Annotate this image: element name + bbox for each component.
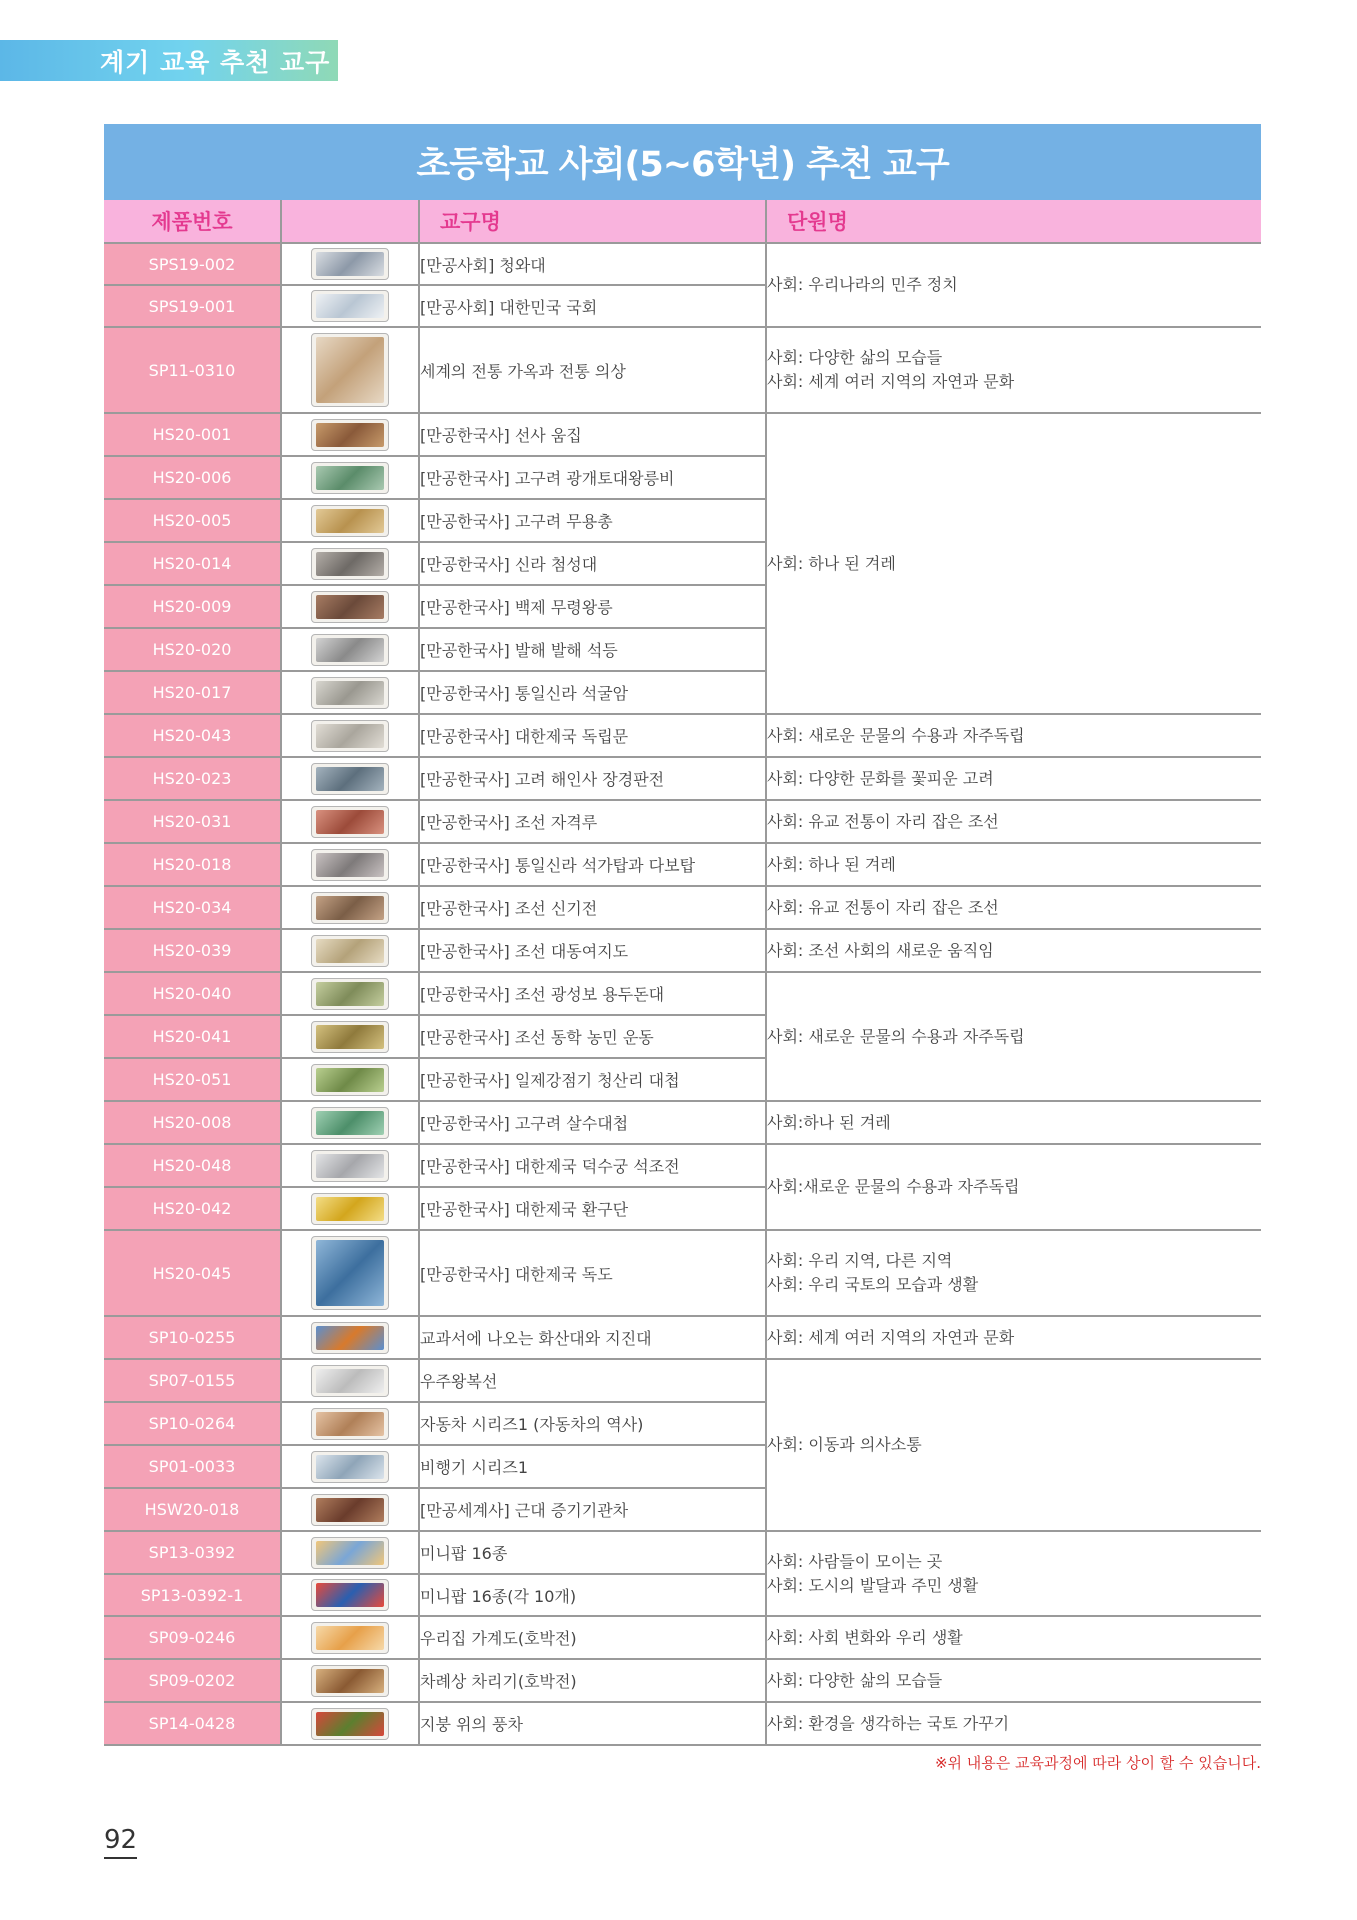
product-image <box>311 677 389 709</box>
product-image-fill <box>316 294 384 318</box>
product-name: 자동차 시리즈1 (자동차의 역사) <box>419 1402 766 1445</box>
product-image <box>311 849 389 881</box>
product-image <box>311 806 389 838</box>
product-image <box>311 1193 389 1225</box>
section-tab <box>0 40 338 81</box>
product-thumbnail-cell <box>281 1488 419 1531</box>
product-thumbnail-cell <box>281 757 419 800</box>
product-name: [만공한국사] 고구려 광개토대왕릉비 <box>419 456 766 499</box>
product-name: [만공한국사] 통일신라 석굴암 <box>419 671 766 714</box>
product-image-fill <box>316 1197 384 1221</box>
product-name: [만공한국사] 고려 해인사 장경판전 <box>419 757 766 800</box>
unit-line: 사회: 다양한 문화를 꽃피운 고려 <box>767 768 994 788</box>
product-image <box>311 505 389 537</box>
product-table <box>104 200 1261 1746</box>
table-row <box>104 243 1261 285</box>
product-image <box>311 1451 389 1483</box>
product-thumbnail-cell <box>281 800 419 843</box>
product-image <box>311 1665 389 1697</box>
product-thumbnail-cell <box>281 1445 419 1488</box>
product-name: [만공한국사] 신라 첨성대 <box>419 542 766 585</box>
unit-line: 사회: 다양한 삶의 모습들 <box>767 1670 943 1690</box>
product-code: HS20-041 <box>104 1015 281 1058</box>
product-code: SP13-0392-1 <box>104 1574 281 1616</box>
unit-cell <box>766 413 1261 714</box>
product-code: SPS19-002 <box>104 243 281 285</box>
table-row <box>104 1616 1261 1659</box>
product-image <box>311 720 389 752</box>
product-code: HS20-034 <box>104 886 281 929</box>
product-thumbnail-cell <box>281 542 419 585</box>
product-thumbnail-cell <box>281 1659 419 1702</box>
table-row <box>104 929 1261 972</box>
product-thumbnail-cell <box>281 413 419 456</box>
product-code: HS20-006 <box>104 456 281 499</box>
product-thumbnail-cell <box>281 1144 419 1187</box>
product-name: [만공사회] 청와대 <box>419 243 766 285</box>
product-code: HS20-020 <box>104 628 281 671</box>
product-name: 우리집 가계도(호박전) <box>419 1616 766 1659</box>
product-thumbnail-cell <box>281 628 419 671</box>
table-row <box>104 1531 1261 1574</box>
unit-cell <box>766 1702 1261 1745</box>
section-tab-label: 계기 교육 추천 교구 <box>100 47 331 77</box>
table-row <box>104 886 1261 929</box>
unit-line: 사회: 다양한 삶의 모습들 <box>767 348 943 367</box>
product-name: [만공한국사] 고구려 살수대첩 <box>419 1101 766 1144</box>
product-image-fill <box>316 1455 384 1479</box>
product-code: HS20-009 <box>104 585 281 628</box>
unit-cell <box>766 1144 1261 1230</box>
table-row <box>104 1144 1261 1187</box>
unit-cell <box>766 1531 1261 1616</box>
table-row <box>104 1316 1261 1359</box>
product-thumbnail-cell <box>281 1015 419 1058</box>
unit-cell <box>766 1359 1261 1531</box>
product-code: SP10-0255 <box>104 1316 281 1359</box>
unit-cell <box>766 1659 1261 1702</box>
unit-cell <box>766 929 1261 972</box>
product-image-fill <box>316 939 384 963</box>
product-name: 우주왕복선 <box>419 1359 766 1402</box>
unit-cell <box>766 843 1261 886</box>
unit-cell <box>766 327 1261 413</box>
unit-cell <box>766 243 1261 327</box>
product-image-fill <box>316 1369 384 1393</box>
product-thumbnail-cell <box>281 929 419 972</box>
product-image <box>311 1622 389 1654</box>
product-image <box>311 978 389 1010</box>
unit-line: 사회: 우리나라의 민주 정치 <box>767 275 958 294</box>
product-name: [만공한국사] 조선 광성보 용두돈대 <box>419 972 766 1015</box>
product-code: HS20-005 <box>104 499 281 542</box>
product-thumbnail-cell <box>281 456 419 499</box>
product-thumbnail-cell <box>281 886 419 929</box>
product-image-fill <box>316 1626 384 1650</box>
product-thumbnail-cell <box>281 1187 419 1230</box>
table-title-text: 초등학교 사회(5~6학년) 추천 교구 <box>416 145 949 185</box>
product-name: 차례상 차리기(호박전) <box>419 1659 766 1702</box>
product-code: HS20-043 <box>104 714 281 757</box>
product-image-fill <box>316 1412 384 1436</box>
product-image <box>311 634 389 666</box>
product-name: [만공세계사] 근대 증기기관차 <box>419 1488 766 1531</box>
product-image-fill <box>316 853 384 877</box>
unit-line: 사회: 사람들이 모이는 곳 <box>767 1551 943 1571</box>
product-image-fill <box>316 1154 384 1178</box>
product-image <box>311 1150 389 1182</box>
product-name: [만공한국사] 대한제국 환구단 <box>419 1187 766 1230</box>
product-image <box>311 419 389 451</box>
product-code: SP10-0264 <box>104 1402 281 1445</box>
product-thumbnail-cell <box>281 499 419 542</box>
unit-line: 사회: 세계 여러 지역의 자연과 문화 <box>767 1327 1015 1347</box>
product-code: SP07-0155 <box>104 1359 281 1402</box>
product-name: [만공한국사] 조선 신기전 <box>419 886 766 929</box>
product-thumbnail-cell <box>281 1574 419 1616</box>
product-name: [만공한국사] 조선 대동여지도 <box>419 929 766 972</box>
product-name: [만공한국사] 대한제국 독립문 <box>419 714 766 757</box>
product-name: [만공한국사] 발해 발해 석등 <box>419 628 766 671</box>
product-code: SP09-0246 <box>104 1616 281 1659</box>
product-image-fill <box>316 1541 384 1565</box>
product-code: HS20-042 <box>104 1187 281 1230</box>
product-code: SPS19-001 <box>104 285 281 327</box>
product-image <box>311 1537 389 1569</box>
product-image-fill <box>316 1583 384 1607</box>
product-name: [만공한국사] 고구려 무용총 <box>419 499 766 542</box>
product-code: HS20-014 <box>104 542 281 585</box>
table-body <box>104 243 1261 1745</box>
unit-cell <box>766 972 1261 1101</box>
product-name: 교과서에 나오는 화산대와 지진대 <box>419 1316 766 1359</box>
product-thumbnail-cell <box>281 1359 419 1402</box>
product-code: SP13-0392 <box>104 1531 281 1574</box>
unit-line: 사회: 하나 된 겨레 <box>767 854 896 874</box>
product-code: HS20-008 <box>104 1101 281 1144</box>
product-image <box>311 248 389 280</box>
unit-cell <box>766 1316 1261 1359</box>
product-image-fill <box>316 1111 384 1135</box>
product-image-fill <box>316 1025 384 1049</box>
product-image <box>311 548 389 580</box>
table-row <box>104 1230 1261 1316</box>
product-name: [만공한국사] 조선 동학 농민 운동 <box>419 1015 766 1058</box>
header-name: 교구명 <box>419 200 766 243</box>
product-name: [만공한국사] 대한제국 독도 <box>419 1230 766 1316</box>
product-code: HSW20-018 <box>104 1488 281 1531</box>
unit-line: 사회: 하나 된 겨레 <box>767 553 896 573</box>
product-image-fill <box>316 1326 384 1350</box>
product-image-fill <box>316 1068 384 1092</box>
table-row <box>104 714 1261 757</box>
page-number: 92 <box>104 1825 137 1859</box>
unit-cell <box>766 1230 1261 1316</box>
unit-cell <box>766 800 1261 843</box>
product-thumbnail-cell <box>281 1616 419 1659</box>
product-name: [만공한국사] 대한제국 덕수궁 석조전 <box>419 1144 766 1187</box>
unit-cell <box>766 714 1261 757</box>
product-thumbnail-cell <box>281 1230 419 1316</box>
product-image <box>311 1579 389 1611</box>
table-row <box>104 327 1261 413</box>
product-image-fill <box>316 896 384 920</box>
product-image <box>311 1708 389 1740</box>
product-image <box>311 1408 389 1440</box>
product-image <box>311 892 389 924</box>
unit-line: 사회: 우리 국토의 모습과 생활 <box>767 1275 979 1294</box>
product-image <box>311 1107 389 1139</box>
product-image <box>311 333 389 407</box>
product-name: 지붕 위의 풍차 <box>419 1702 766 1745</box>
product-image-fill <box>316 595 384 619</box>
table-row <box>104 972 1261 1015</box>
product-thumbnail-cell <box>281 285 419 327</box>
unit-cell <box>766 757 1261 800</box>
unit-cell <box>766 1101 1261 1144</box>
product-thumbnail-cell <box>281 327 419 413</box>
unit-line: 사회: 유교 전통이 자리 잡은 조선 <box>767 897 999 917</box>
header-unit: 단원명 <box>766 200 1261 243</box>
product-name: [만공사회] 대한민국 국회 <box>419 285 766 327</box>
unit-line: 사회: 이동과 의사소통 <box>767 1435 922 1454</box>
product-image <box>311 763 389 795</box>
unit-line: 사회: 사회 변화와 우리 생활 <box>767 1627 963 1647</box>
product-image-fill <box>316 1498 384 1522</box>
product-code: SP01-0033 <box>104 1445 281 1488</box>
product-image-fill <box>316 466 384 490</box>
product-code: HS20-051 <box>104 1058 281 1101</box>
unit-cell <box>766 1616 1261 1659</box>
table-row <box>104 843 1261 886</box>
product-name: [만공한국사] 선사 움집 <box>419 413 766 456</box>
table-row <box>104 1659 1261 1702</box>
unit-line: 사회: 우리 지역, 다른 지역 <box>767 1251 953 1270</box>
unit-line: 사회: 세계 여러 지역의 자연과 문화 <box>767 372 1015 391</box>
product-image-fill <box>316 552 384 576</box>
product-thumbnail-cell <box>281 671 419 714</box>
product-thumbnail-cell <box>281 714 419 757</box>
product-image <box>311 935 389 967</box>
table-title <box>104 124 1261 200</box>
product-image-fill <box>316 1669 384 1693</box>
product-thumbnail-cell <box>281 1702 419 1745</box>
product-image-fill <box>316 810 384 834</box>
product-thumbnail-cell <box>281 585 419 628</box>
product-name: 세계의 전통 가옥과 전통 의상 <box>419 327 766 413</box>
unit-line: 사회: 조선 사회의 새로운 움직임 <box>767 940 994 960</box>
product-code: HS20-031 <box>104 800 281 843</box>
product-thumbnail-cell <box>281 972 419 1015</box>
product-thumbnail-cell <box>281 1531 419 1574</box>
unit-line: 사회:하나 된 겨레 <box>767 1112 891 1132</box>
product-name: 비행기 시리즈1 <box>419 1445 766 1488</box>
product-image-fill <box>316 638 384 662</box>
product-code: SP11-0310 <box>104 327 281 413</box>
unit-line: 사회: 새로운 문물의 수용과 자주독립 <box>767 725 1025 745</box>
product-code: HS20-023 <box>104 757 281 800</box>
product-code: HS20-017 <box>104 671 281 714</box>
table-row <box>104 1101 1261 1144</box>
unit-cell <box>766 886 1261 929</box>
table-row <box>104 757 1261 800</box>
table-row <box>104 413 1261 456</box>
product-code: HS20-001 <box>104 413 281 456</box>
product-image-fill <box>316 724 384 748</box>
table-row <box>104 800 1261 843</box>
product-image <box>311 591 389 623</box>
unit-line: 사회: 도시의 발달과 주민 생활 <box>767 1575 979 1595</box>
unit-line: 사회: 새로운 문물의 수용과 자주독립 <box>767 1026 1025 1046</box>
product-thumbnail-cell <box>281 243 419 285</box>
product-name: [만공한국사] 일제강점기 청산리 대첩 <box>419 1058 766 1101</box>
product-image <box>311 1021 389 1053</box>
product-image <box>311 1494 389 1526</box>
product-image-fill <box>316 982 384 1006</box>
product-code: HS20-018 <box>104 843 281 886</box>
product-image <box>311 1236 389 1310</box>
product-image <box>311 1064 389 1096</box>
product-name: 미니팝 16종(각 10개) <box>419 1574 766 1616</box>
product-code: SP09-0202 <box>104 1659 281 1702</box>
unit-line: 사회: 환경을 생각하는 국토 가꾸기 <box>767 1713 1010 1733</box>
product-image-fill <box>316 767 384 791</box>
product-thumbnail-cell <box>281 843 419 886</box>
product-thumbnail-cell <box>281 1058 419 1101</box>
product-code: HS20-048 <box>104 1144 281 1187</box>
product-thumbnail-cell <box>281 1101 419 1144</box>
table-row <box>104 1359 1261 1402</box>
product-image-fill <box>316 681 384 705</box>
product-image <box>311 1365 389 1397</box>
product-name: [만공한국사] 백제 무령왕릉 <box>419 585 766 628</box>
unit-line: 사회: 유교 전통이 자리 잡은 조선 <box>767 811 999 831</box>
product-thumbnail-cell <box>281 1402 419 1445</box>
product-thumbnail-cell <box>281 1316 419 1359</box>
product-image-fill <box>316 509 384 533</box>
header-code: 제품번호 <box>104 200 281 243</box>
product-image <box>311 290 389 322</box>
unit-line: 사회:새로운 문물의 수용과 자주독립 <box>767 1177 1020 1196</box>
table-row <box>104 1702 1261 1745</box>
product-image-fill <box>316 1240 384 1306</box>
product-code: HS20-040 <box>104 972 281 1015</box>
product-image-fill <box>316 252 384 276</box>
product-image <box>311 1322 389 1354</box>
product-image-fill <box>316 423 384 447</box>
product-code: HS20-045 <box>104 1230 281 1316</box>
product-name: 미니팝 16종 <box>419 1531 766 1574</box>
product-code: SP14-0428 <box>104 1702 281 1745</box>
product-image <box>311 462 389 494</box>
table-header-row <box>104 200 1261 243</box>
footnote: ※위 내용은 교육과정에 따라 상이 할 수 있습니다. <box>934 1754 1261 1772</box>
header-image <box>281 200 419 243</box>
product-image-fill <box>316 1712 384 1736</box>
product-image-fill <box>316 337 384 403</box>
product-name: [만공한국사] 통일신라 석가탑과 다보탑 <box>419 843 766 886</box>
product-code: HS20-039 <box>104 929 281 972</box>
product-name: [만공한국사] 조선 자격루 <box>419 800 766 843</box>
